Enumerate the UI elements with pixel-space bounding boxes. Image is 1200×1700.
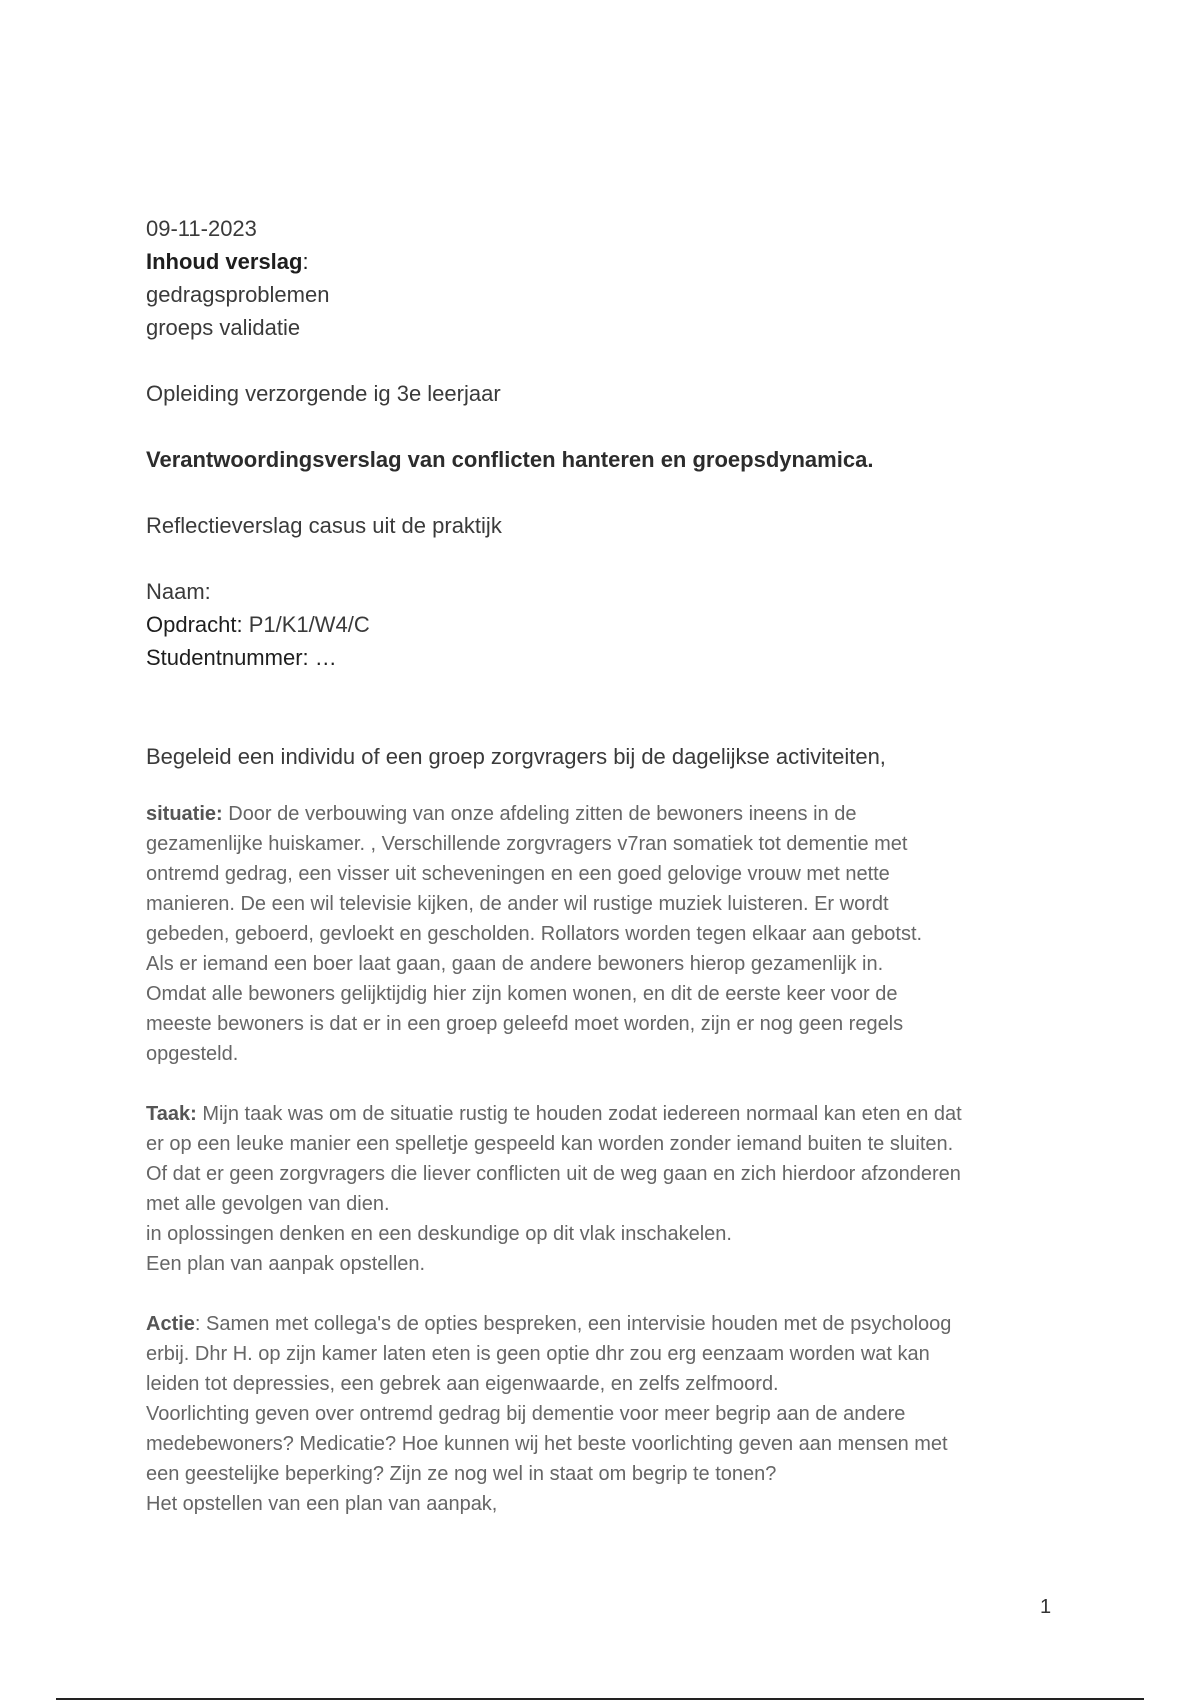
intro-line: Begeleid een individu of een groep zorgvragers bij de dagelijkse activiteiten, xyxy=(146,744,886,769)
assignment-value: P1/K1/W4/C xyxy=(242,612,370,637)
spacer xyxy=(146,542,1066,575)
actie-line: Voorlichting geven over ontremd gedrag bij dementie voor meer begrip aan de andere xyxy=(146,1403,906,1425)
student-number-field xyxy=(146,641,1066,674)
spacer xyxy=(146,344,1066,377)
assignment-field xyxy=(146,608,1066,641)
taak-line: met alle gevolgen van dien. xyxy=(146,1193,390,1215)
taak-text: Mijn taak was om de situatie rustig te houden zodat iedereen normaal kan eten en dat xyxy=(196,1103,962,1125)
situatie-line: ontremd gedrag, een visser uit scheveningen en een goed gelovige vrouw met nette xyxy=(146,863,890,885)
situatie-line xyxy=(146,799,1066,829)
contents-item: gedragsproblemen xyxy=(146,282,330,307)
taak-label: Taak: xyxy=(146,1103,197,1125)
assignment-label: Opdracht: xyxy=(146,612,243,637)
actie-line: leiden tot depressies, een gebrek aan eigenwaarde, en zelfs zelfmoord. xyxy=(146,1373,779,1395)
spacer xyxy=(146,1069,1066,1099)
actie-section xyxy=(146,1309,1066,1519)
taak-line xyxy=(146,1099,1066,1129)
page-number: 1 xyxy=(1040,1596,1052,1618)
contents-heading xyxy=(146,245,1066,278)
actie-line: Het opstellen van een plan van aanpak, xyxy=(146,1493,498,1515)
situatie-line: Omdat alle bewoners gelijktijdig hier zijn komen wonen, en dit de eerste keer voor de xyxy=(146,983,898,1005)
actie-text: : Samen met collega's de opties bespreken, een intervisie houden met de psycholoog xyxy=(194,1313,952,1335)
report-subtitle: Reflectieverslag casus uit de praktijk xyxy=(146,513,502,538)
taak-line: in oplossingen denken en een deskundige op dit vlak inschakelen. xyxy=(146,1223,732,1245)
spacer xyxy=(146,476,1066,509)
spacer xyxy=(146,410,1066,443)
student-number-value: … xyxy=(308,645,337,670)
situatie-label: situatie: xyxy=(146,803,223,825)
document-page xyxy=(146,212,1066,1519)
situatie-text: Door de verbouwing van onze afdeling zitten de bewoners ineens in de xyxy=(222,803,857,825)
contents-colon: : xyxy=(302,249,309,274)
situatie-line: manieren. De een wil televisie kijken, de ander wil rustige muziek luisteren. Er wordt xyxy=(146,893,889,915)
contents-label: Inhoud verslag xyxy=(146,249,303,274)
spacer xyxy=(146,1279,1066,1309)
taak-line: er op een leuke manier een spelletje gespeeld kan worden zonder iemand buiten te sluiten. xyxy=(146,1133,954,1155)
report-date: 09-11-2023 xyxy=(146,216,257,241)
taak-line: Of dat er geen zorgvragers die liever conflicten uit de weg gaan en zich hierdoor afzonderen xyxy=(146,1163,961,1185)
student-number-label: Studentnummer: xyxy=(146,645,309,670)
actie-label: Actie xyxy=(146,1313,195,1335)
taak-section xyxy=(146,1099,1066,1279)
education-line: Opleiding verzorgende ig 3e leerjaar xyxy=(146,381,501,406)
contents-item: groeps validatie xyxy=(146,315,301,340)
actie-line: een geestelijke beperking? Zijn ze nog wel in staat om begrip te tonen? xyxy=(146,1463,777,1485)
situatie-line: gezamenlijke huiskamer. , Verschillende zorgvragers v7ran somatiek tot dementie met xyxy=(146,833,908,855)
situatie-line: opgesteld. xyxy=(146,1043,239,1065)
taak-line: Een plan van aanpak opstellen. xyxy=(146,1253,426,1275)
spacer xyxy=(146,674,1066,730)
situatie-section xyxy=(146,799,1066,1069)
actie-line xyxy=(146,1309,1066,1339)
report-title: Verantwoordingsverslag van conflicten hanteren en groepsdynamica. xyxy=(146,447,874,472)
situatie-line: gebeden, geboerd, gevloekt en gescholden. Rollators worden tegen elkaar aan gebotst. xyxy=(146,923,923,945)
name-field: Naam: xyxy=(146,579,211,604)
actie-line: erbij. Dhr H. op zijn kamer laten eten is geen optie dhr zou erg eenzaam worden wat kan xyxy=(146,1343,930,1365)
actie-line: medebewoners? Medicatie? Hoe kunnen wij het beste voorlichting geven aan mensen met xyxy=(146,1433,948,1455)
situatie-line: meeste bewoners is dat er in een groep geleefd moet worden, zijn er nog geen regels xyxy=(146,1013,904,1035)
situatie-line: Als er iemand een boer laat gaan, gaan de andere bewoners hierop gezamenlijk in. xyxy=(146,953,884,975)
